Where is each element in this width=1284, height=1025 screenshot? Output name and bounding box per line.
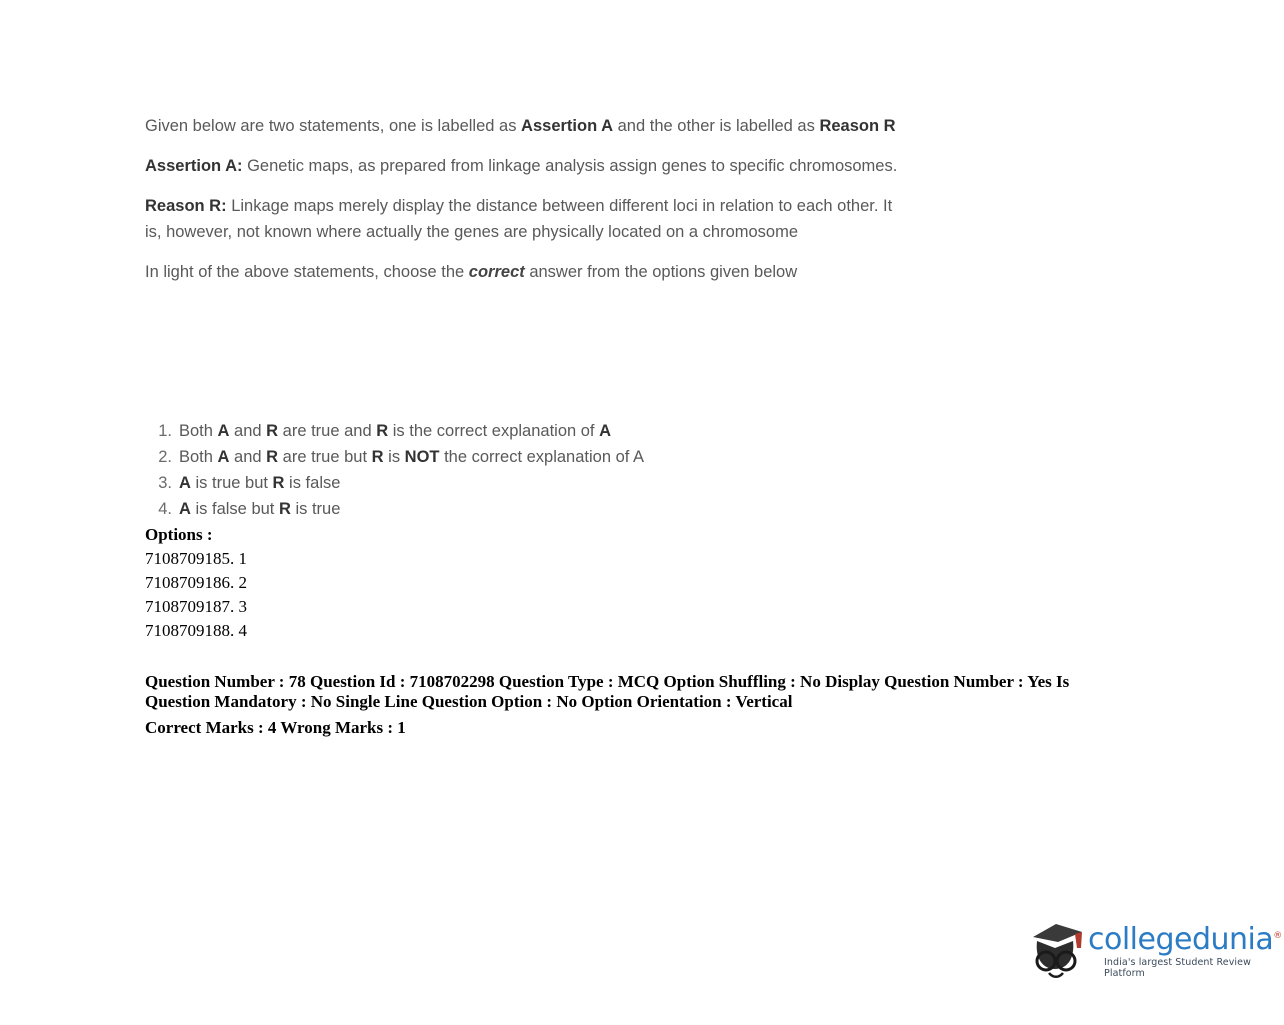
answer-choice-text: A is false but R is true bbox=[179, 500, 341, 518]
reason-label: Reason R: bbox=[145, 197, 227, 215]
question-intro bbox=[145, 113, 905, 139]
answer-choice-list bbox=[150, 418, 910, 522]
collegedunia-logo bbox=[1020, 905, 1283, 1000]
assertion-a-label-inline: Assertion A bbox=[521, 117, 614, 135]
assertion-text: Genetic maps, as prepared from linkage analysis assign genes to specific chromosomes. bbox=[242, 157, 898, 175]
answer-choice-number: 3. bbox=[158, 474, 172, 492]
answer-choice-2[interactable] bbox=[150, 444, 910, 470]
answer-choice-4[interactable] bbox=[150, 496, 910, 522]
question-body bbox=[145, 113, 905, 299]
answer-choice-3[interactable] bbox=[150, 470, 910, 496]
options-block bbox=[145, 523, 247, 643]
instruction-emphasis: correct bbox=[468, 263, 525, 281]
intro-text-before: Given below are two statements, one is labelled as bbox=[145, 117, 522, 135]
logo-registered-icon: ® bbox=[1273, 931, 1283, 941]
options-id-list bbox=[145, 547, 247, 643]
intro-text-mid: and the other is labelled as bbox=[613, 117, 820, 135]
answer-choice-number: 4. bbox=[158, 500, 172, 518]
answer-choice-number: 2. bbox=[158, 448, 172, 466]
metadata-line-2: Correct Marks : 4 Wrong Marks : 1 bbox=[145, 718, 406, 737]
option-id-line-2: 7108709186. 2 bbox=[145, 573, 247, 592]
instruction-before: In light of the above statements, choose the bbox=[145, 263, 469, 281]
option-id-line-4: 7108709188. 4 bbox=[145, 621, 247, 640]
answer-choice-text: A is true but R is false bbox=[179, 474, 341, 492]
question-metadata bbox=[145, 672, 1105, 738]
reason-paragraph bbox=[145, 193, 905, 245]
logo-wordmark bbox=[1088, 922, 1282, 957]
answer-choice-text: Both A and R are true and R is the correct explanation of A bbox=[179, 422, 612, 440]
assertion-paragraph bbox=[145, 153, 905, 179]
answer-choice-number: 1. bbox=[158, 422, 172, 440]
metadata-line-1: Question Number : 78 Question Id : 7108702298 Question Type : MCQ Option Shuffling : No Display Question Number : Yes Is Question Mandatory : No Single Line Question Option : No Option Orientation : Vertical bbox=[145, 672, 1070, 711]
instruction-paragraph bbox=[145, 259, 905, 285]
logo-tagline: India's largest Student Review Platform bbox=[1104, 957, 1251, 979]
reason-text: Linkage maps merely display the distance between different loci in relation to each other. It is, however, not known where actually the genes are physically located on a chromosome bbox=[145, 197, 893, 241]
option-id-line-3: 7108709187. 3 bbox=[145, 597, 247, 616]
logo-name: collegedunia bbox=[1088, 922, 1274, 957]
options-title: Options : bbox=[145, 525, 213, 544]
assertion-label: Assertion A: bbox=[145, 157, 243, 175]
answer-choice-text: Both A and R are true but R is NOT the correct explanation of A bbox=[179, 448, 645, 466]
option-id-line-1: 7108709185. 1 bbox=[145, 549, 247, 568]
instruction-after: answer from the options given below bbox=[524, 263, 798, 281]
answer-choice-1[interactable] bbox=[150, 418, 910, 444]
graduate-face-icon bbox=[1025, 915, 1087, 985]
reason-r-label-inline: Reason R bbox=[819, 117, 896, 135]
